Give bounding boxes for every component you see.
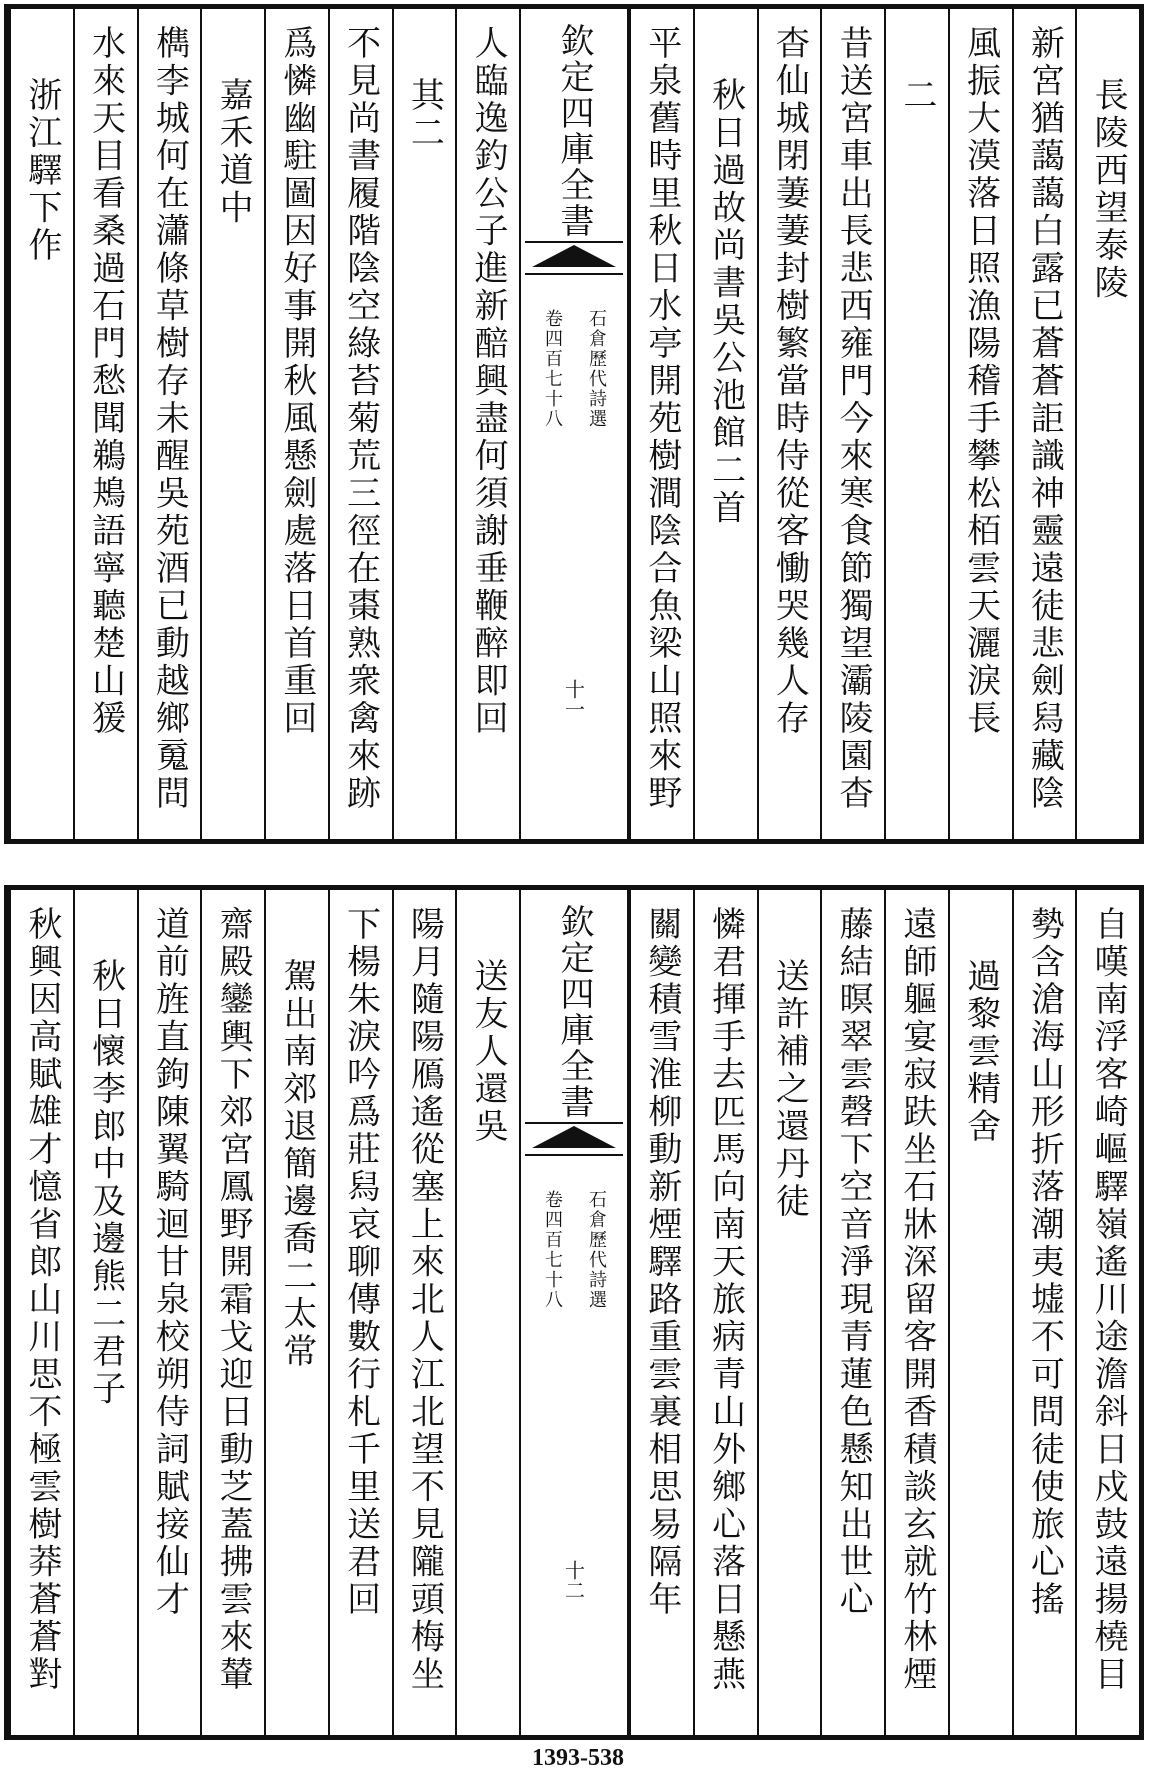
poem-title: 秋日過故尚書吳公池館二首 (705, 77, 746, 527)
text-column (328, 890, 392, 1735)
leaf-number: 十二 (561, 1560, 586, 1600)
poem-line: 勢含滄海山形折落潮夷墟不可問徒使旅心搖 (1024, 906, 1065, 1619)
fold-title: 欽定四庫全書 (554, 904, 594, 1120)
bottom-right-half (629, 890, 1139, 1735)
poem-line: 齋殿鑾輿下郊宮鳳野開霜戈迎日動芝蓋拂雲來輦 (213, 906, 254, 1694)
text-column (757, 890, 821, 1735)
text-column (137, 890, 201, 1735)
poem-title: 浙江驛下作 (21, 77, 62, 265)
poem-line: 陽月隨陽鴈遙從塞上來北人江北望不見隴頭梅坐 (404, 906, 445, 1694)
text-column (1012, 9, 1076, 839)
fish-tail-mark (525, 1122, 623, 1156)
text-column (884, 9, 948, 839)
poem-line: 遠師軀宴寂趺坐石牀深留客開香積談玄就竹林煙 (896, 906, 937, 1694)
poem-line: 杳仙城閉萋萋封樹繁當時侍從客慟哭幾人存 (769, 25, 810, 738)
poem-title: 嘉禾道中 (213, 77, 254, 227)
bottom-page (4, 885, 1144, 1740)
text-column (629, 9, 693, 839)
text-column (693, 9, 757, 839)
poem-title: 二 (896, 77, 937, 115)
text-column (264, 890, 328, 1735)
poem-line: 不見尚書履階陰空綠苔菊荒三徑在棗熟衆禽來跡 (340, 25, 381, 813)
text-column (328, 9, 392, 839)
text-column (884, 890, 948, 1735)
text-column (200, 9, 264, 839)
poem-line: 秋興因高賦雄才憶省郎山川思不極雲樹莽蒼蒼對 (21, 906, 62, 1694)
text-column (693, 890, 757, 1735)
text-column (629, 890, 693, 1735)
text-column (1012, 890, 1076, 1735)
fold-title: 欽定四庫全書 (554, 23, 594, 239)
text-column (757, 9, 821, 839)
text-column (820, 890, 884, 1735)
page-footer-number: 1393-538 (532, 1745, 624, 1771)
poem-line: 憐君揮手去匹馬向南天旅病青山外鄉心落日懸燕 (705, 906, 746, 1694)
fish-tail-mark (525, 241, 623, 275)
poem-title: 過黎雲精舍 (960, 958, 1001, 1146)
text-column (9, 890, 73, 1735)
leaf-number: 十一 (561, 679, 586, 719)
poem-line: 人臨逸釣公子進新醅興盡何須謝垂鞭醉即回 (468, 25, 509, 738)
fold-volume: 卷四百七十八 (542, 309, 563, 429)
poem-line: 關變積雪淮柳動新煙驛路重雲裏相思易隔年 (641, 906, 682, 1619)
poem-title: 秋日懷李郎中及邊熊二君子 (85, 958, 126, 1408)
text-column (820, 9, 884, 839)
text-column (455, 890, 519, 1735)
text-column (1075, 9, 1139, 839)
poem-line: 檇李城何在瀟條草樹存未醒吳苑酒已動越鄉䰟問 (149, 25, 190, 813)
bottom-left-half (9, 890, 519, 1735)
poem-line: 自嘆南浮客崎嶇驛嶺遙川途澹斜日戍鼓遠揚橈目 (1088, 906, 1129, 1694)
poem-line: 爲憐幽駐圖因好事開秋風懸劍處落日首重回 (276, 25, 317, 738)
text-column (948, 9, 1012, 839)
poem-title: 送許補之還丹徒 (769, 958, 810, 1221)
top-right-half (629, 9, 1139, 839)
poem-title: 送友人還吳 (468, 958, 509, 1146)
top-page (4, 4, 1144, 844)
fold-volume: 卷四百七十八 (542, 1190, 563, 1310)
poem-line: 道前旌直鉤陳翼騎迴甘泉校朔侍詞賦接仙才 (149, 906, 190, 1619)
text-column (264, 9, 328, 839)
poem-line: 昔送宮車出長悲西雍門今來寒食節獨望灞陵園杳 (833, 25, 874, 813)
text-column (137, 9, 201, 839)
text-column (200, 890, 264, 1735)
poem-line: 新宮猶藹藹白露已蒼蒼詎識神靈遠徒悲劍舄藏陰 (1024, 25, 1065, 813)
fold-book-name: 石倉歷代詩選 (586, 1190, 607, 1310)
text-column (948, 890, 1012, 1735)
text-column (9, 9, 73, 839)
center-fold (519, 890, 629, 1735)
poem-title: 其二 (404, 77, 445, 152)
poem-title: 長陵西望泰陵 (1088, 77, 1129, 302)
poem-line: 藤結暝翠雲磬下空音淨現青蓮色懸知出世心 (833, 906, 874, 1619)
poem-line: 平泉舊時里秋日水亭開苑樹澗陰合魚梁山照來野 (641, 25, 682, 813)
poem-line: 水來天目看桑過石門愁聞鵜鴂語寧聽楚山猨 (85, 25, 126, 738)
text-column (1075, 890, 1139, 1735)
text-column (73, 890, 137, 1735)
text-column (392, 890, 456, 1735)
poem-line: 風振大漠落日照漁陽稽手攀松栢雲天灑淚長 (960, 25, 1001, 738)
center-fold (519, 9, 629, 839)
text-column (392, 9, 456, 839)
text-column (73, 9, 137, 839)
top-left-half (9, 9, 519, 839)
poem-line: 下楊朱淚吟爲莊舄哀聊傳數行札千里送君回 (340, 906, 381, 1619)
fold-book-name: 石倉歷代詩選 (586, 309, 607, 429)
text-column (455, 9, 519, 839)
poem-title: 駕出南郊退簡邊喬二太常 (276, 958, 317, 1371)
